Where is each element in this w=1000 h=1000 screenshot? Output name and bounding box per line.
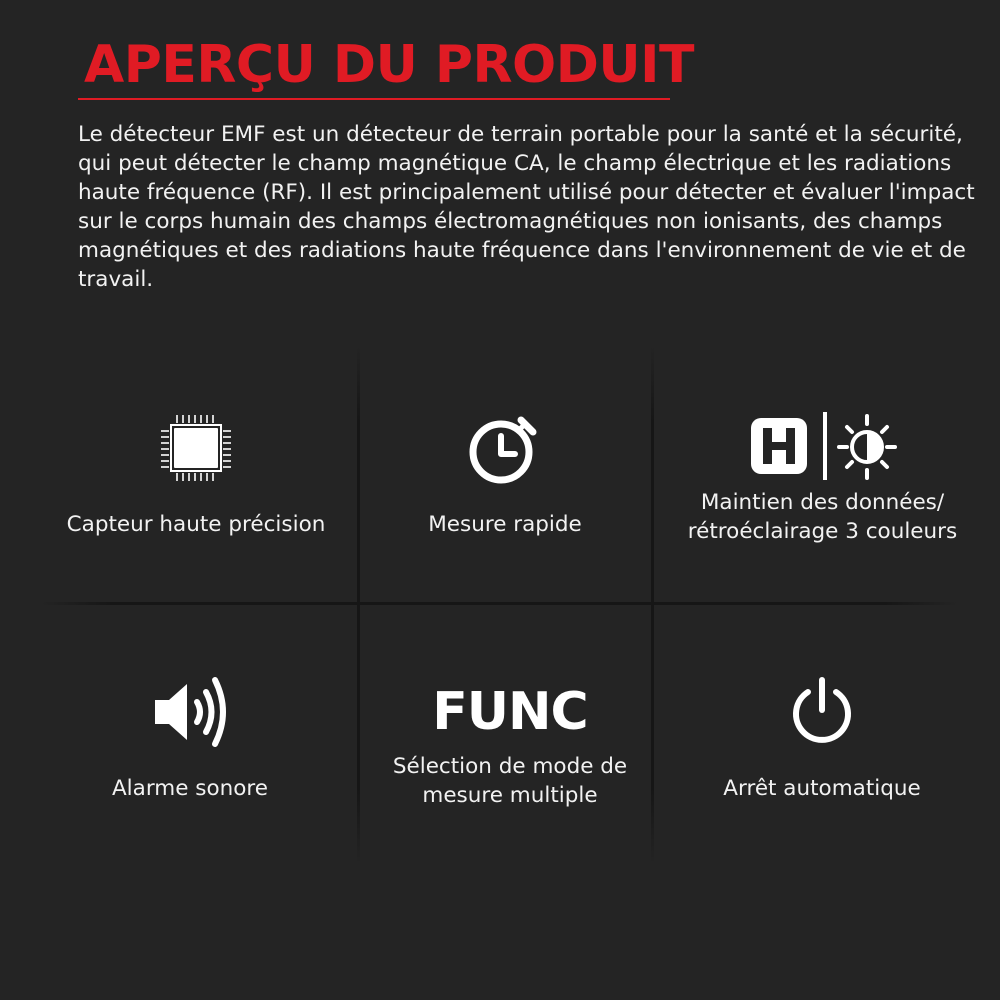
feature-label bbox=[688, 488, 957, 546]
grid-divider-horizontal bbox=[40, 602, 958, 605]
speaker-icon bbox=[145, 672, 235, 752]
feature-label bbox=[393, 752, 627, 810]
func-icon-text: FUNC bbox=[432, 682, 588, 742]
hold-backlight-icon bbox=[743, 408, 903, 488]
feature-label-line: Alarme sonore bbox=[111, 776, 269, 801]
feature-label-line: Arrêt automatique bbox=[723, 776, 921, 801]
feature-fast-measurement bbox=[360, 408, 650, 539]
feature-label bbox=[67, 510, 326, 539]
feature-label-line: Sélection de mode de bbox=[392, 754, 628, 779]
chip-icon bbox=[156, 408, 236, 488]
feature-label-line: Mesure rapide bbox=[428, 512, 582, 537]
power-icon bbox=[782, 672, 862, 752]
feature-label-line: Maintien des données/ bbox=[700, 490, 945, 515]
feature-label bbox=[112, 774, 268, 803]
feature-sound-alarm bbox=[40, 672, 340, 803]
page-title: APERÇU DU PRODUIT bbox=[84, 35, 694, 95]
feature-label-line: rétroéclairage 3 couleurs bbox=[687, 519, 958, 544]
feature-label-line: Capteur haute précision bbox=[66, 512, 326, 537]
feature-data-hold-backlight bbox=[655, 408, 990, 560]
title-underline bbox=[78, 98, 670, 100]
feature-label bbox=[428, 510, 582, 539]
stopwatch-icon bbox=[465, 408, 545, 488]
func-icon bbox=[432, 672, 587, 752]
feature-auto-power-off bbox=[672, 672, 972, 803]
feature-label-line: mesure multiple bbox=[422, 783, 598, 808]
feature-label bbox=[723, 774, 920, 803]
feature-multi-mode-selection bbox=[360, 672, 660, 824]
feature-high-precision-sensor bbox=[40, 408, 352, 539]
product-description: Le détecteur EMF est un détecteur de terrain portable pour la santé et la sécurité, qui peut détecter le champ magnétique CA, le champ électrique et les radiations haute fréquence (RF). Il est principalement utilisé pour détecter et évaluer l'impact sur le corps humain des champs électromagnétiques non ionisants, des champs magnétiques et des radiations haute fréquence dans l'environnement de vie et de travail. bbox=[78, 122, 975, 292]
